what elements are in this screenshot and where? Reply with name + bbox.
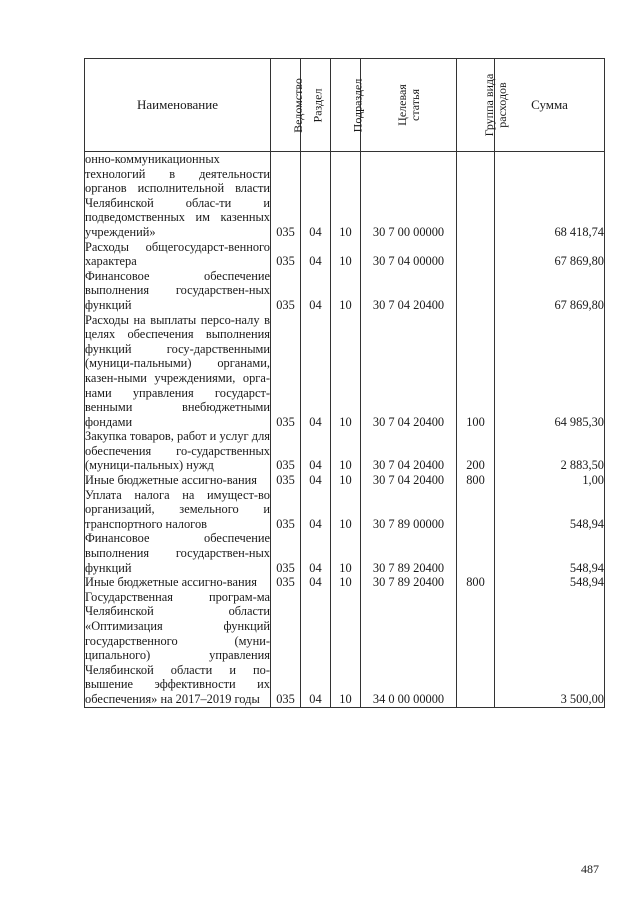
cell-target: 30 7 04 20400 bbox=[361, 269, 457, 313]
cell-dept: 035 bbox=[271, 269, 301, 313]
cell-sum: 2 883,50 bbox=[495, 429, 605, 473]
cell-group bbox=[457, 531, 495, 575]
cell-dept: 035 bbox=[271, 488, 301, 532]
cell-target: 30 7 00 00000 bbox=[361, 152, 457, 240]
cell-group: 100 bbox=[457, 313, 495, 430]
cell-group: 800 bbox=[457, 575, 495, 590]
cell-name: Уплата налога на имущест-во организаций, земельного и транспортного налогов bbox=[85, 487, 270, 531]
header-sum: Сумма bbox=[495, 59, 605, 152]
header-section-label: Раздел bbox=[310, 88, 325, 123]
table-row bbox=[85, 473, 605, 488]
header-subsection bbox=[331, 59, 365, 152]
cell-sum: 64 985,30 bbox=[495, 313, 605, 430]
header-group bbox=[457, 59, 509, 152]
header-dept-label: Ведомство bbox=[290, 78, 305, 133]
cell-subsection: 10 bbox=[331, 473, 361, 488]
cell-section: 04 bbox=[301, 473, 331, 488]
page-number: 487 bbox=[581, 862, 599, 876]
cell-dept: 035 bbox=[271, 531, 301, 575]
cell-sum: 548,94 bbox=[495, 531, 605, 575]
header-target bbox=[361, 59, 457, 152]
cell-name: Иные бюджетные ассигно-вания bbox=[85, 575, 271, 590]
cell-name: Иные бюджетные ассигно-вания bbox=[85, 473, 271, 488]
cell-section: 04 bbox=[301, 269, 331, 313]
cell-group: 800 bbox=[457, 473, 495, 488]
header-dept bbox=[271, 59, 305, 152]
cell-group bbox=[457, 590, 495, 707]
table-row bbox=[85, 488, 605, 532]
cell-target: 34 0 00 00000 bbox=[361, 590, 457, 707]
cell-subsection: 10 bbox=[331, 269, 361, 313]
cell-section: 04 bbox=[301, 429, 331, 473]
cell-sum: 67 869,80 bbox=[495, 269, 605, 313]
table-row bbox=[85, 531, 605, 575]
cell-name: Государственная програм-ма Челябинской области «Оптимизация функций государственного (муни-ципального) управления Челябинской области и по-вышение эффективности их обеспечения» на 2017–2019 годы bbox=[85, 589, 270, 706]
cell-section: 04 bbox=[301, 531, 331, 575]
cell-sum: 3 500,00 bbox=[495, 590, 605, 707]
cell-dept: 035 bbox=[271, 152, 301, 240]
table-row bbox=[85, 429, 605, 473]
cell-dept: 035 bbox=[271, 473, 301, 488]
header-name: Наименование bbox=[85, 59, 271, 152]
cell-target: 30 7 04 20400 bbox=[361, 473, 457, 488]
cell-sum: 67 869,80 bbox=[495, 240, 605, 269]
cell-name: Финансовое обеспечение выполнения государствен-ных функций bbox=[85, 531, 270, 575]
cell-sum: 68 418,74 bbox=[495, 152, 605, 240]
table-body bbox=[85, 152, 605, 708]
cell-name: Расходы общегосударст-венного характера bbox=[85, 239, 270, 269]
table-row bbox=[85, 590, 605, 707]
cell-target: 30 7 89 20400 bbox=[361, 531, 457, 575]
cell-target: 30 7 89 20400 bbox=[361, 575, 457, 590]
header-group-label: Группа вида расходов bbox=[482, 73, 509, 136]
cell-dept: 035 bbox=[271, 240, 301, 269]
cell-group bbox=[457, 152, 495, 240]
cell-sum: 548,94 bbox=[495, 575, 605, 590]
budget-table bbox=[84, 58, 605, 708]
cell-section: 04 bbox=[301, 590, 331, 707]
table-row bbox=[85, 152, 605, 240]
cell-dept: 035 bbox=[271, 313, 301, 430]
cell-name: онно-коммуникационных технологий в деятельности органов исполнительной власти Челябинской облас-ти и подведомственных им казенных учреждений» bbox=[85, 152, 270, 239]
cell-subsection: 10 bbox=[331, 531, 361, 575]
table-header-row bbox=[85, 59, 605, 152]
cell-subsection: 10 bbox=[331, 240, 361, 269]
table-row bbox=[85, 269, 605, 313]
cell-section: 04 bbox=[301, 240, 331, 269]
cell-group bbox=[457, 269, 495, 313]
cell-sum: 1,00 bbox=[495, 473, 605, 488]
cell-name: Финансовое обеспечение выполнения государствен-ных функций bbox=[85, 268, 270, 312]
cell-name: Закупка товаров, работ и услуг для обеспечения го-сударственных (муници-пальных) нужд bbox=[85, 429, 270, 473]
cell-group bbox=[457, 488, 495, 532]
cell-sum: 548,94 bbox=[495, 488, 605, 532]
table-row bbox=[85, 575, 605, 590]
cell-subsection: 10 bbox=[331, 429, 361, 473]
cell-dept: 035 bbox=[271, 575, 301, 590]
cell-subsection: 10 bbox=[331, 590, 361, 707]
header-subsection-label: Подраздел bbox=[350, 78, 365, 133]
table-row bbox=[85, 313, 605, 430]
cell-dept: 035 bbox=[271, 590, 301, 707]
cell-section: 04 bbox=[301, 575, 331, 590]
cell-section: 04 bbox=[301, 488, 331, 532]
cell-section: 04 bbox=[301, 313, 331, 430]
cell-target: 30 7 04 00000 bbox=[361, 240, 457, 269]
cell-group bbox=[457, 240, 495, 269]
cell-target: 30 7 04 20400 bbox=[361, 313, 457, 430]
cell-target: 30 7 89 00000 bbox=[361, 488, 457, 532]
cell-subsection: 10 bbox=[331, 313, 361, 430]
cell-section: 04 bbox=[301, 152, 331, 240]
table-row bbox=[85, 240, 605, 269]
cell-dept: 035 bbox=[271, 429, 301, 473]
cell-subsection: 10 bbox=[331, 152, 361, 240]
header-section bbox=[301, 59, 331, 152]
header-target-label: Целевая статья bbox=[394, 83, 422, 126]
cell-subsection: 10 bbox=[331, 575, 361, 590]
cell-target: 30 7 04 20400 bbox=[361, 429, 457, 473]
cell-group: 200 bbox=[457, 429, 495, 473]
cell-name: Расходы на выплаты персо-налу в целях обеспечения выполнения функций госу-дарственными (муници-пальными) органами, казен-ными учреждениями, орга-нами управления государст-венными внебюджетными фондами bbox=[85, 312, 270, 429]
cell-subsection: 10 bbox=[331, 488, 361, 532]
